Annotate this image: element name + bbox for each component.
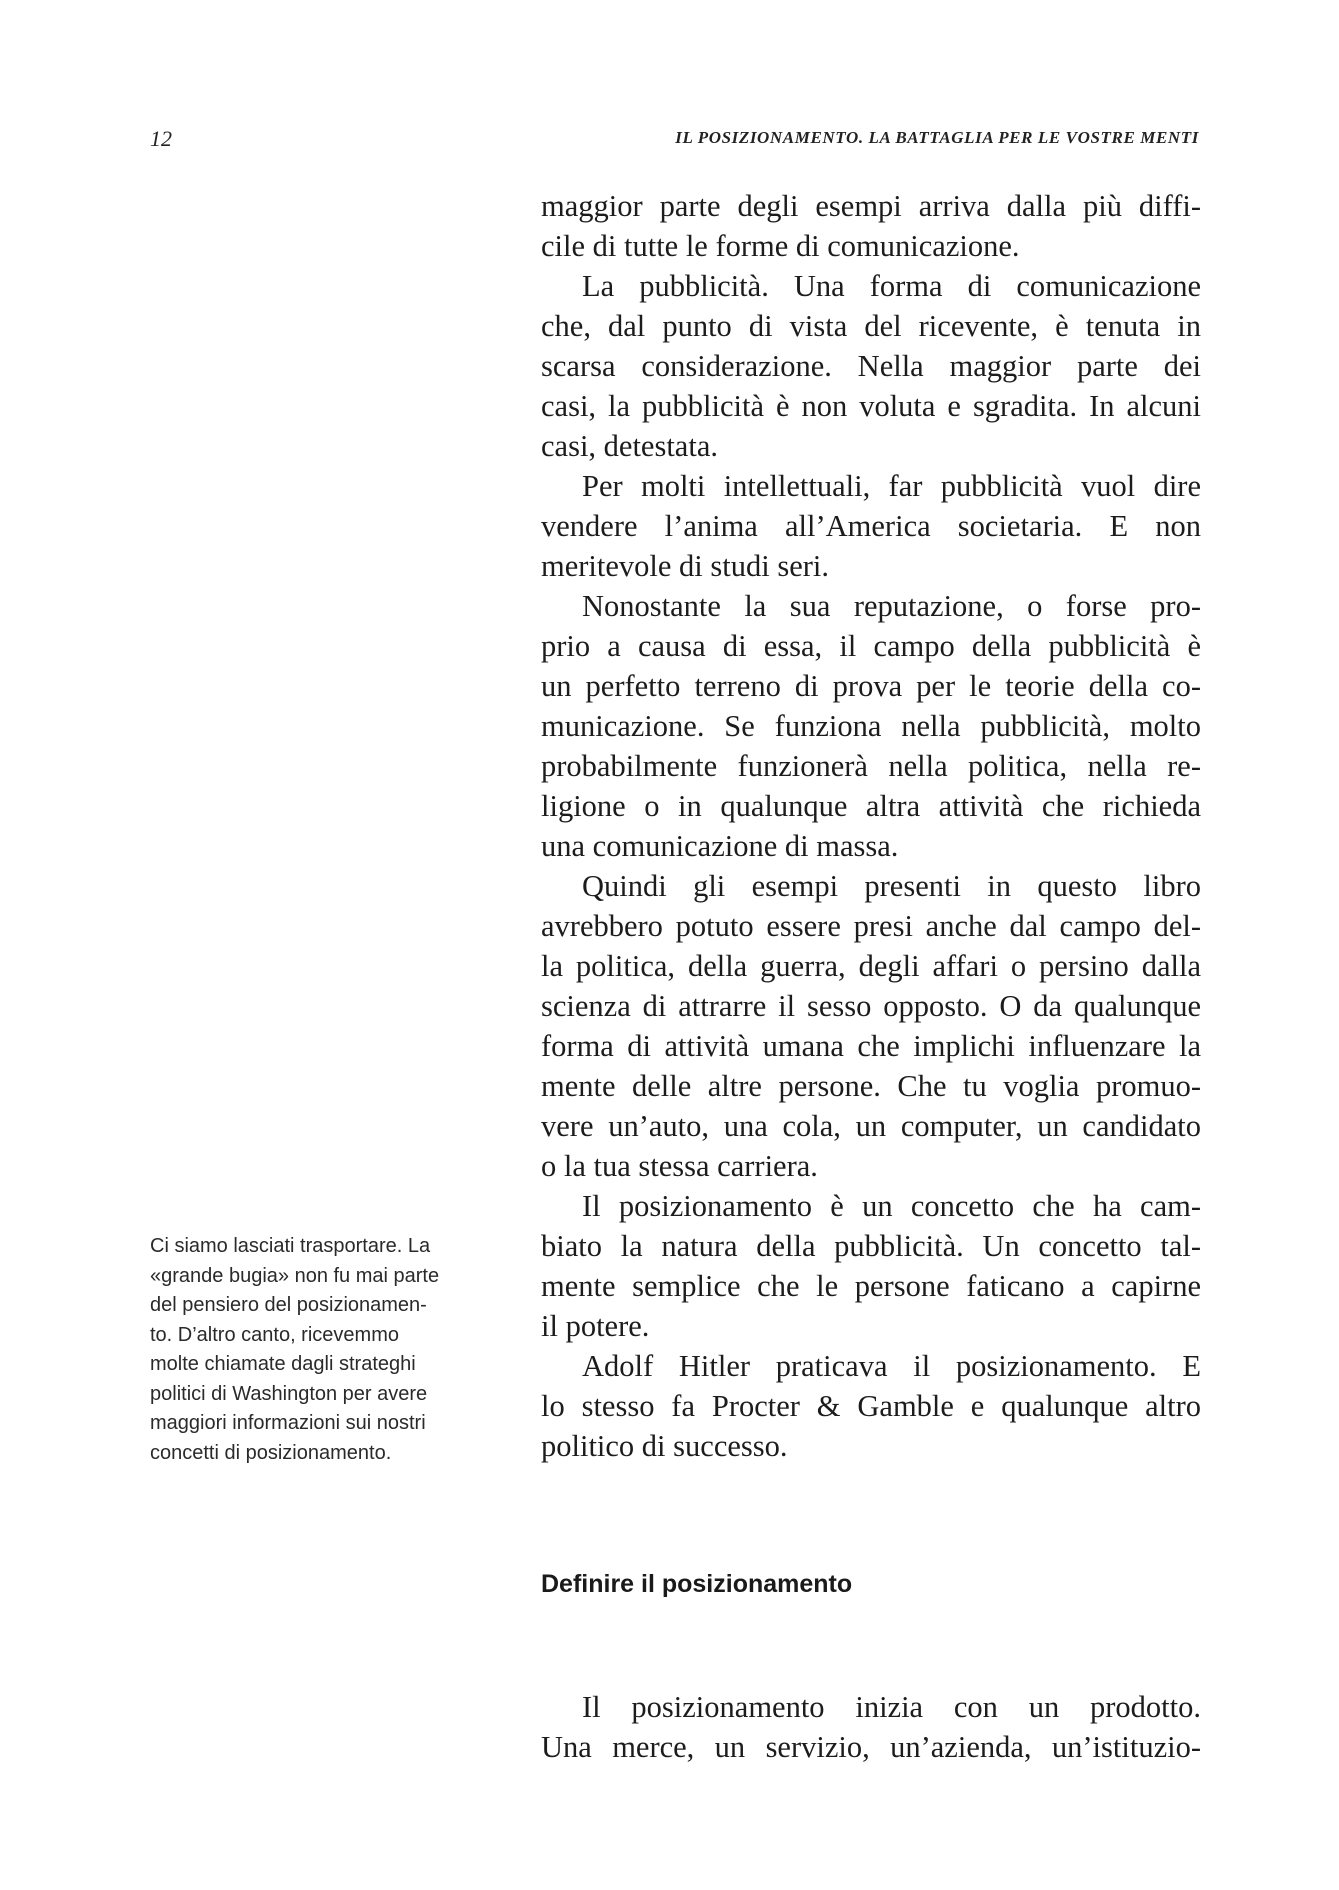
text-line: cile di tutte le forme di comunicazione. xyxy=(541,229,1020,263)
text-line: vendere l’anima all’America societaria. E non xyxy=(541,509,1201,543)
text-line: una comunicazione di massa. xyxy=(541,829,899,863)
text-line: il potere. xyxy=(541,1309,650,1343)
section-text xyxy=(541,1687,1201,1767)
text-line: casi, la pubblicità è non voluta e sgradita. In alcuni xyxy=(541,389,1201,423)
text-line: la politica, della guerra, degli affari o persino dalla xyxy=(541,949,1201,983)
margin-note-line: to. D’altro canto, ricevemmo xyxy=(150,1323,399,1346)
text-line: biato la natura della pubblicità. Un concetto tal- xyxy=(541,1229,1201,1263)
text-line: o la tua stessa carriera. xyxy=(541,1149,818,1183)
page-number: 12 xyxy=(150,126,172,151)
text-line: che, dal punto di vista del ricevente, è tenuta in xyxy=(541,309,1201,343)
text-line: La pubblicità. Una forma di comunicazione xyxy=(582,269,1201,303)
text-line: avrebbero potuto essere presi anche dal campo del- xyxy=(541,909,1201,943)
text-line: Il posizionamento inizia con un prodotto. xyxy=(582,1690,1201,1724)
text-line: ligione o in qualunque altra attività che richieda xyxy=(541,789,1201,823)
text-line: maggior parte degli esempi arriva dalla più diffi- xyxy=(541,189,1201,223)
text-line: politico di successo. xyxy=(541,1429,788,1463)
text-line: un perfetto terreno di prova per le teorie della co- xyxy=(541,669,1201,703)
text-line: Una merce, un servizio, un’azienda, un’istituzio- xyxy=(541,1730,1201,1764)
margin-note-line: «grande bugia» non fu mai parte xyxy=(150,1264,440,1287)
margin-note-line: del pensiero del posizionamen- xyxy=(150,1294,427,1316)
text-line: Quindi gli esempi presenti in questo libro xyxy=(582,869,1201,903)
text-line: scarsa considerazione. Nella maggior parte dei xyxy=(541,349,1201,383)
text-line: forma di attività umana che implichi influenzare la xyxy=(541,1029,1201,1063)
margin-note-line: concetti di posizionamento. xyxy=(150,1441,392,1464)
text-line: casi, detestata. xyxy=(541,429,718,463)
text-line: lo stesso fa Procter & Gamble e qualunque altro xyxy=(541,1389,1201,1423)
text-line: municazione. Se funziona nella pubblicità, molto xyxy=(541,709,1201,743)
text-line: mente delle altre persone. Che tu voglia promuo- xyxy=(541,1069,1201,1103)
margin-note-line: Ci siamo lasciati trasportare. La xyxy=(150,1235,431,1257)
text-line: probabilmente funzionerà nella politica, nella re- xyxy=(541,749,1201,783)
text-line: mente semplice che le persone faticano a capirne xyxy=(541,1269,1201,1303)
margin-note-line: molte chiamate dagli strateghi xyxy=(150,1353,416,1375)
text-line: meritevole di studi seri. xyxy=(541,549,829,583)
text-line: scienza di attrarre il sesso opposto. O da qualunque xyxy=(541,989,1201,1023)
margin-note-line: maggiori informazioni sui nostri xyxy=(150,1412,426,1434)
main-text xyxy=(541,186,1201,1466)
text-line: Nonostante la sua reputazione, o forse pro- xyxy=(582,589,1201,623)
text-line: Per molti intellettuali, far pubblicità vuol dire xyxy=(582,469,1201,503)
text-line: vere un’auto, una cola, un computer, un candidato xyxy=(541,1109,1201,1143)
running-head: IL POSIZIONAMENTO. LA BATTAGLIA PER LE VOSTRE MENTI xyxy=(675,128,1199,147)
margin-note-line: politici di Washington per avere xyxy=(150,1382,428,1405)
text-line: Il posizionamento è un concetto che ha cam- xyxy=(582,1189,1201,1223)
text-line: prio a causa di essa, il campo della pubblicità è xyxy=(541,629,1201,663)
text-line: Adolf Hitler praticava il posizionamento. E xyxy=(582,1349,1201,1383)
section-heading: Definire il posizionamento xyxy=(541,1570,853,1598)
margin-note xyxy=(150,1232,466,1468)
